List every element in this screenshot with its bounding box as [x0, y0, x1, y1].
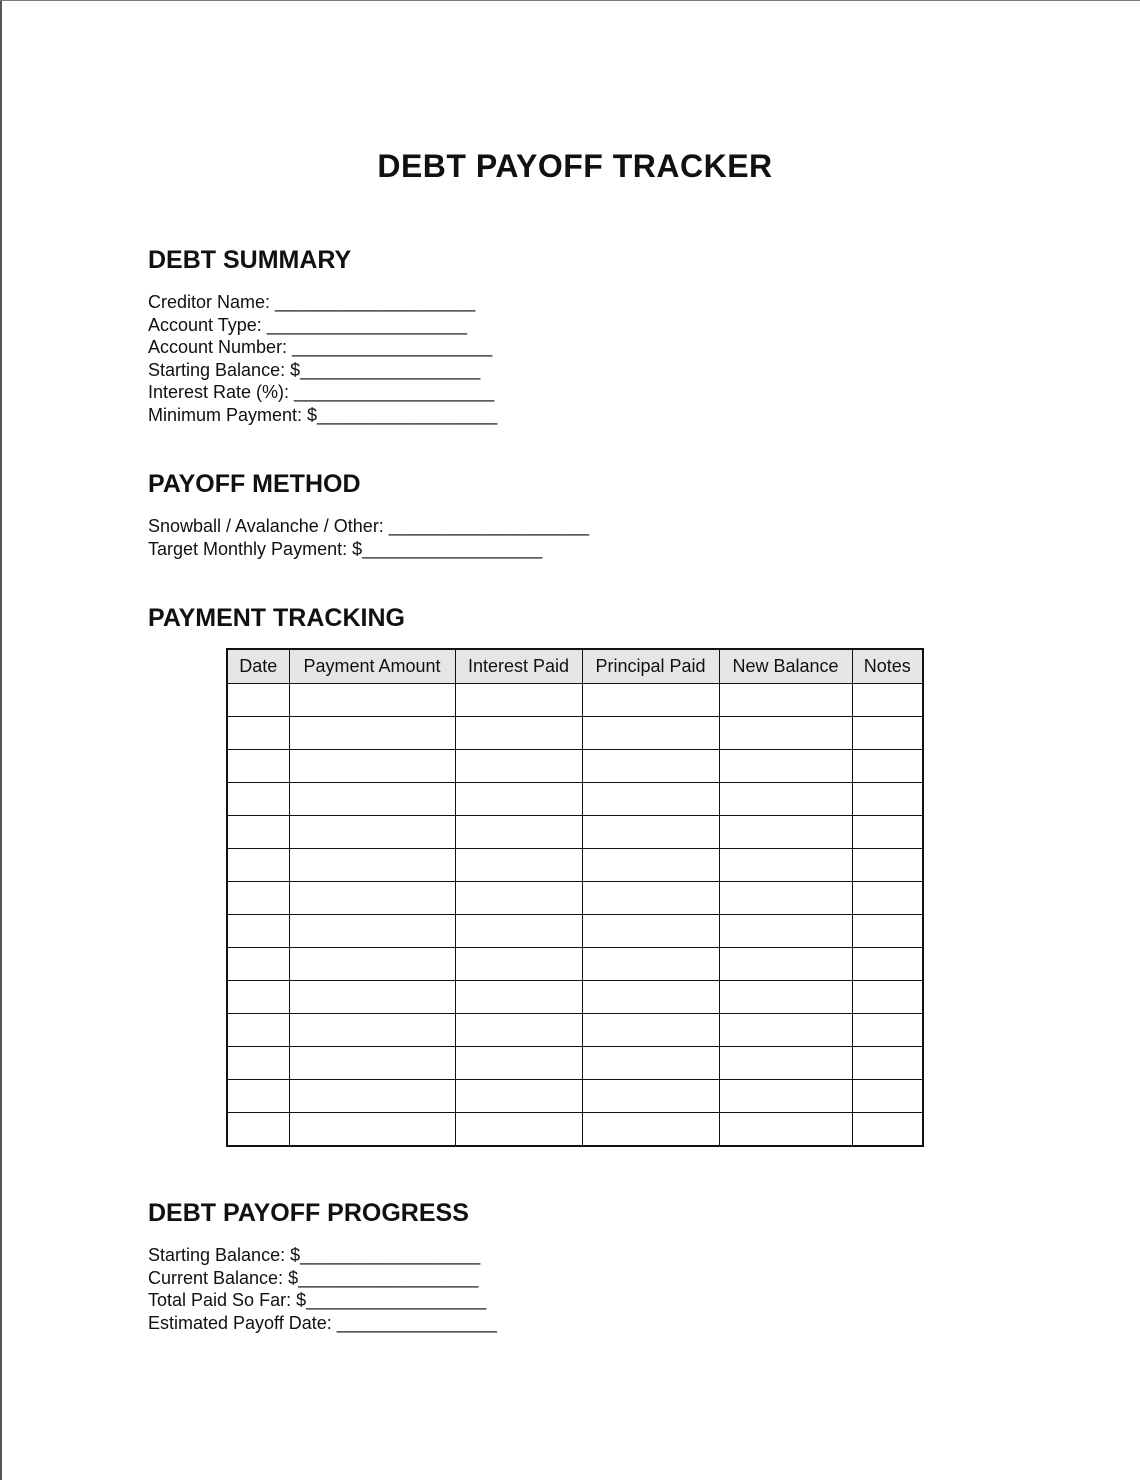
table-cell[interactable] [227, 915, 289, 948]
table-cell[interactable] [289, 981, 455, 1014]
table-cell[interactable] [852, 882, 923, 915]
table-cell[interactable] [719, 915, 852, 948]
payment-tracking-table [226, 648, 924, 1147]
table-cell[interactable] [852, 783, 923, 816]
progress-starting-balance-field[interactable]: Starting Balance: $__________________ [148, 1245, 481, 1265]
table-cell[interactable] [227, 948, 289, 981]
table-cell[interactable] [852, 1014, 923, 1047]
table-cell[interactable] [852, 948, 923, 981]
table-row [227, 948, 923, 981]
table-cell[interactable] [455, 1014, 582, 1047]
table-cell[interactable] [582, 1047, 719, 1080]
table-cell[interactable] [582, 948, 719, 981]
table-cell[interactable] [852, 1113, 923, 1147]
table-header-row [227, 649, 923, 684]
table-cell[interactable] [455, 717, 582, 750]
table-cell[interactable] [719, 1080, 852, 1113]
table-cell[interactable] [719, 750, 852, 783]
table-cell[interactable] [582, 783, 719, 816]
table-cell[interactable] [852, 816, 923, 849]
table-cell[interactable] [227, 717, 289, 750]
table-cell[interactable] [582, 684, 719, 717]
page-title: DEBT PAYOFF TRACKER [377, 148, 773, 184]
table-cell[interactable] [852, 981, 923, 1014]
page-edge-top [0, 0, 1140, 1]
table-cell[interactable] [852, 915, 923, 948]
table-cell[interactable] [289, 1014, 455, 1047]
table-cell[interactable] [582, 882, 719, 915]
table-cell[interactable] [289, 1080, 455, 1113]
table-cell[interactable] [455, 882, 582, 915]
creditor-name-field[interactable]: Creditor Name: ____________________ [148, 292, 476, 312]
current-balance-field[interactable]: Current Balance: $__________________ [148, 1267, 479, 1288]
payment-tracking-heading: PAYMENT TRACKING [148, 604, 405, 632]
table-cell[interactable] [455, 981, 582, 1014]
table-row [227, 684, 923, 717]
page-edge [0, 0, 2, 1480]
table-cell[interactable] [289, 816, 455, 849]
table-cell[interactable] [719, 717, 852, 750]
table-cell[interactable] [227, 816, 289, 849]
table-cell[interactable] [582, 750, 719, 783]
table-cell[interactable] [455, 783, 582, 816]
progress-fields [148, 1244, 497, 1334]
table-cell[interactable] [455, 1080, 582, 1113]
table-cell[interactable] [719, 684, 852, 717]
table-cell[interactable] [719, 783, 852, 816]
table-cell[interactable] [719, 948, 852, 981]
table-cell[interactable] [719, 1113, 852, 1147]
table-cell[interactable] [582, 717, 719, 750]
table-row [227, 1014, 923, 1047]
table-cell[interactable] [455, 948, 582, 981]
column-header-payment-amount: Payment Amount [289, 649, 455, 684]
table-cell[interactable] [455, 1113, 582, 1147]
debt-summary-heading: DEBT SUMMARY [148, 246, 352, 274]
table-cell[interactable] [455, 1047, 582, 1080]
table-cell[interactable] [289, 948, 455, 981]
table-cell[interactable] [227, 684, 289, 717]
table-cell[interactable] [719, 882, 852, 915]
table-cell[interactable] [227, 1080, 289, 1113]
table-row [227, 882, 923, 915]
table-cell[interactable] [227, 981, 289, 1014]
table-cell[interactable] [582, 915, 719, 948]
table-cell[interactable] [719, 816, 852, 849]
table-cell[interactable] [227, 849, 289, 882]
column-header-new-balance: New Balance [719, 649, 852, 684]
table-cell[interactable] [852, 849, 923, 882]
table-cell[interactable] [719, 849, 852, 882]
table-cell[interactable] [455, 915, 582, 948]
table-cell[interactable] [289, 684, 455, 717]
table-row [227, 816, 923, 849]
table-row [227, 750, 923, 783]
table-cell[interactable] [289, 717, 455, 750]
table-cell[interactable] [852, 1047, 923, 1080]
payoff-method-choice-field[interactable]: Snowball / Avalanche / Other: ____________________ [148, 516, 590, 536]
starting-balance-field[interactable]: Starting Balance: $__________________ [148, 359, 481, 380]
table-cell[interactable] [582, 1113, 719, 1147]
table-cell[interactable] [289, 1047, 455, 1080]
table-row [227, 981, 923, 1014]
table-cell[interactable] [582, 981, 719, 1014]
table-cell[interactable] [455, 684, 582, 717]
table-cell[interactable] [455, 816, 582, 849]
table-row [227, 1113, 923, 1147]
table-cell[interactable] [852, 750, 923, 783]
table-cell[interactable] [227, 750, 289, 783]
column-header-date: Date [227, 649, 289, 684]
table-cell[interactable] [582, 1080, 719, 1113]
total-paid-field[interactable]: Total Paid So Far: $__________________ [148, 1290, 487, 1310]
payoff-method-heading: PAYOFF METHOD [148, 470, 361, 498]
table-cell[interactable] [719, 981, 852, 1014]
account-number-field[interactable]: Account Number: ____________________ [148, 337, 493, 357]
table-cell[interactable] [289, 915, 455, 948]
interest-rate-field[interactable]: Interest Rate (%): ____________________ [148, 382, 495, 402]
table-cell[interactable] [289, 750, 455, 783]
table-cell[interactable] [455, 750, 582, 783]
payment-tracking-rows [227, 684, 923, 1147]
table-cell[interactable] [852, 717, 923, 750]
target-monthly-payment-field[interactable]: Target Monthly Payment: $__________________ [148, 538, 543, 559]
column-header-notes: Notes [852, 649, 923, 684]
table-cell[interactable] [582, 1014, 719, 1047]
debt-summary-fields [148, 291, 497, 426]
column-header-principal-paid: Principal Paid [582, 649, 719, 684]
table-cell[interactable] [852, 1080, 923, 1113]
table-row [227, 783, 923, 816]
table-cell[interactable] [227, 1113, 289, 1147]
table-cell[interactable] [719, 1047, 852, 1080]
table-cell[interactable] [455, 849, 582, 882]
table-cell[interactable] [289, 849, 455, 882]
table-cell[interactable] [227, 1047, 289, 1080]
table-row [227, 1080, 923, 1113]
table-cell[interactable] [227, 882, 289, 915]
table-row [227, 1047, 923, 1080]
estimated-payoff-date-field[interactable]: Estimated Payoff Date: ________________ [148, 1312, 497, 1333]
table-cell[interactable] [227, 783, 289, 816]
table-cell[interactable] [582, 816, 719, 849]
table-cell[interactable] [582, 849, 719, 882]
table-cell[interactable] [289, 1113, 455, 1147]
table-cell[interactable] [852, 684, 923, 717]
table-row [227, 915, 923, 948]
table-row [227, 849, 923, 882]
account-type-field[interactable]: Account Type: ____________________ [148, 314, 467, 335]
column-header-interest-paid: Interest Paid [455, 649, 582, 684]
progress-heading: DEBT PAYOFF PROGRESS [148, 1199, 469, 1227]
table-cell[interactable] [719, 1014, 852, 1047]
table-cell[interactable] [227, 1014, 289, 1047]
payoff-method-fields [148, 515, 589, 560]
table-cell[interactable] [289, 783, 455, 816]
table-row [227, 717, 923, 750]
minimum-payment-field[interactable]: Minimum Payment: $__________________ [148, 404, 498, 425]
table-cell[interactable] [289, 882, 455, 915]
